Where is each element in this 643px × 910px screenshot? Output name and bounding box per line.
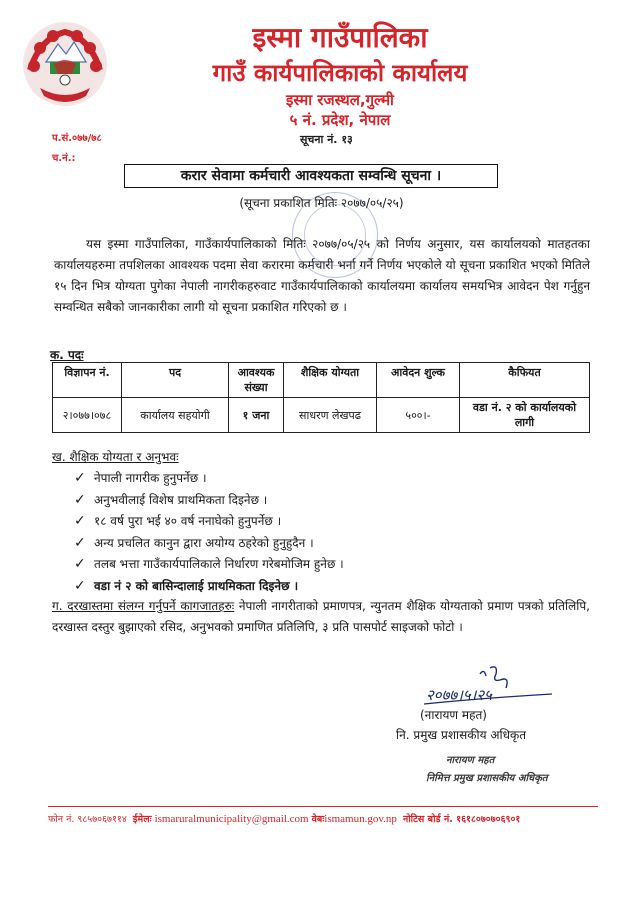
handwritten-signature bbox=[420, 664, 560, 710]
checkmark-icon: ✓ bbox=[74, 577, 86, 594]
col-advert-no: विज्ञापन नं. bbox=[53, 363, 122, 398]
posts-table bbox=[52, 362, 590, 433]
list-item: ✓ तलब भत्ता गाउँकार्यपालिकाले निर्धारण गरेबमोजिम हुनेछ । bbox=[74, 554, 344, 576]
list-item: ✓ अनुभवीलाई विशेष प्राथमिकता दिइनेछ । bbox=[74, 490, 344, 512]
stamp-signer-name: नारायण महत bbox=[446, 755, 495, 766]
signer-name: (नारायण महत) bbox=[420, 708, 487, 722]
col-fee: आवेदन शुल्क bbox=[377, 363, 460, 398]
office-name: गाउँ कार्यपालिकाको कार्यालय bbox=[212, 59, 468, 87]
footer-phone: फोन नं. ९८५७०६७११४ bbox=[48, 814, 127, 825]
cell-post: कार्यालय सहयोगी bbox=[122, 398, 229, 433]
section-posts-heading: क. पदः bbox=[50, 348, 84, 362]
section-documents-label: ग. दरखास्तमा संलग्न गर्नुपर्ने कागजातहरुः bbox=[52, 599, 235, 613]
org-name: इस्मा गाउँपालिका bbox=[252, 21, 428, 54]
footer-website-link[interactable]: ismamun.gov.np bbox=[324, 813, 397, 825]
cell-fee: ५००।- bbox=[377, 398, 460, 433]
stamp-signer-title: निमित्त प्रमुख प्रशासकीय अधिकृत bbox=[426, 773, 548, 784]
footer-divider bbox=[48, 806, 598, 807]
list-item: ✓ १८ वर्ष पुरा भई ४० वर्ष ननाघेको हुनुपर्नेछ । bbox=[74, 511, 344, 533]
checkmark-icon: ✓ bbox=[74, 534, 86, 551]
list-item: ✓ वडा नं २ को बासिन्दालाई प्राथमिकता दिइनेछ । bbox=[74, 576, 344, 598]
signer-title: नि. प्रमुख प्रशासकीय अधिकृत bbox=[396, 728, 527, 742]
notice-title: करार सेवामा कर्मचारी आवश्यकता सम्वन्धि सूचना । bbox=[180, 168, 442, 184]
notice-title-box bbox=[124, 164, 498, 188]
footer-notice-board: नोटिस बोर्ड नं. १६१८०७०७०६९०१ bbox=[402, 814, 521, 825]
checkmark-icon: ✓ bbox=[74, 513, 86, 529]
notice-number: सूचना नं. १३ bbox=[300, 133, 353, 146]
address-line-1: इस्मा रजस्थल,गुल्मी bbox=[286, 91, 394, 109]
cell-advert-no: २।०७७।०७८ bbox=[53, 398, 122, 433]
table-row bbox=[53, 398, 590, 433]
checkmark-icon: ✓ bbox=[74, 556, 86, 572]
col-required-count: आवश्यक संख्या bbox=[229, 363, 284, 398]
cell-count: १ जना bbox=[229, 398, 284, 433]
section-documents bbox=[52, 596, 590, 638]
published-date: (सूचना प्रकाशित मितिः २०७७/०५/२५) bbox=[239, 196, 404, 210]
section-documents-text: नेपाली नागरीताको प्रमाणपत्र, न्युनतम शैक्षिक योग्यताको प्रमाण पत्रको प्रतिलिपि, दरखास्त दस्तुर बुझाएको रसिद, अनुभवको प्रमाणित प्रतिलिपि, ३ प्रति पासपोर्ट साइजको फोटो । bbox=[52, 599, 590, 634]
col-post: पद bbox=[122, 363, 229, 398]
col-qualification: शैक्षिक योग्यता bbox=[284, 363, 377, 398]
section-qualification-heading: ख. शैक्षिक योग्यता र अनुभवः bbox=[52, 450, 179, 464]
footer-email-link[interactable]: ismaruralmunicipality@gmail.com bbox=[154, 813, 309, 825]
list-item: ✓ नेपाली नागरीक हुनुपर्नेछ । bbox=[74, 468, 344, 490]
checkmark-icon: ✓ bbox=[74, 470, 86, 486]
footer-email-label: ईमेलः bbox=[132, 814, 152, 825]
footer bbox=[48, 812, 608, 825]
cell-remarks: वडा नं. २ को कार्यालयको लागी bbox=[460, 398, 590, 433]
table-header-row bbox=[53, 363, 590, 398]
dispatch-number: च.नं.: bbox=[52, 153, 76, 164]
checkmark-icon: ✓ bbox=[74, 491, 86, 508]
col-remarks: कैफियत bbox=[460, 363, 590, 398]
address-line-2: ५ नं. प्रदेश, नेपाल bbox=[289, 111, 391, 129]
requirements-list bbox=[74, 468, 344, 597]
notice-body: यस इस्मा गाउँपालिका, गाउँकार्यपालिकाको मितिः २०७७/०५/२५ को निर्णय अनुसार, यस कार्यालयको मातहतका कार्यालयहरुमा तपशिलका आवश्यक पदमा सेवा करारमा कर्मचारी भर्ना गर्ने निर्णय भएकोले यो सूचना प्रकाशित भएको मितिले १५ दिन भित्र योग्यता पुगेका नेपाली नागरीकहरुवाट गाउँकार्यपालिकाको कार्यालयमा कार्यालय समयभित्र आवेदन पेश गर्नुहुन सम्वन्धित सबैको जानकारीका लागी यो सूचना प्रकाशित गरिएको छ । bbox=[54, 237, 590, 314]
signature-date: २०७७।५।२५ bbox=[426, 686, 492, 704]
footer-web-label: वेबः bbox=[311, 814, 325, 825]
cell-qualification: साधरण लेखपढ bbox=[284, 398, 377, 433]
letter-number: प.सं.०७७/७८ bbox=[52, 133, 102, 144]
list-item: ✓ अन्य प्रचलित कानुन द्वारा अयोग्य ठहरेको हुनुहुदैन । bbox=[74, 533, 344, 555]
